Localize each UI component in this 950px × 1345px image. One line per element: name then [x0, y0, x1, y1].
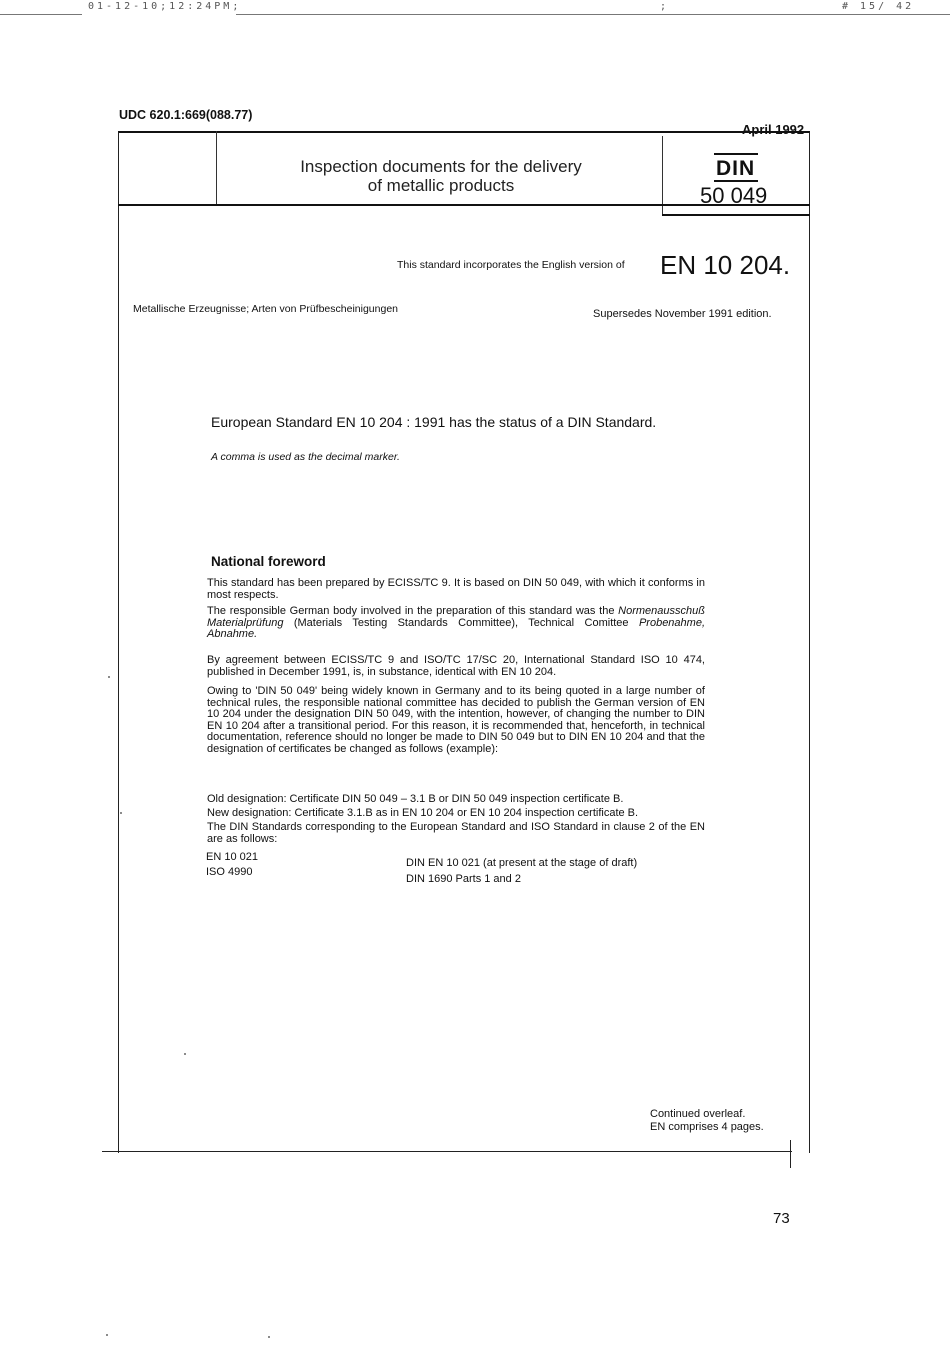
foreword-heading: National foreword	[211, 554, 326, 569]
din-overline	[714, 153, 758, 155]
fax-separator: ;	[660, 1, 670, 12]
fax-rule-left	[0, 14, 82, 15]
decimal-marker-note: A comma is used as the decimal marker.	[211, 451, 400, 463]
scan-speck	[106, 1334, 108, 1336]
en-standard-number: EN 10 204.	[660, 250, 791, 280]
fax-page-marker: # 15/ 42	[842, 1, 915, 12]
foreword-paragraph-5: Old designation: Certificate DIN 50 049 – 3.1 B or DIN 50 049 inspection certificate B.	[207, 793, 624, 805]
foreword-paragraph-2	[207, 606, 705, 641]
din-underline	[714, 180, 758, 182]
foreword-paragraph-6: New designation: Certificate 3.1.B as in EN 10 204 or EN 10 204 inspection certificate B.	[207, 807, 639, 819]
page-number: 73	[773, 1210, 790, 1227]
status-statement: European Standard EN 10 204 : 1991 has the status of a DIN Standard.	[211, 414, 657, 430]
table-row-2-standard: ISO 4990	[206, 866, 253, 878]
scan-speck	[108, 676, 110, 678]
udc-code: UDC 620.1:669(088.77)	[119, 108, 253, 122]
din-standard-number: 50 049	[700, 183, 768, 208]
incorporates-note: This standard incorporates the English version of	[397, 259, 625, 271]
foreword-paragraph-1: This standard has been prepared by ECISS/TC 9. It is based on DIN 50 049, with which it conforms in most respects.	[207, 577, 705, 601]
p2-committee-name: Normenausschuß Materialprüfung	[207, 605, 705, 629]
title-line-1: Inspection documents for the delivery	[300, 157, 582, 176]
document-title	[226, 157, 656, 195]
table-row-1-standard: EN 10 021	[206, 851, 258, 863]
p2-technical-committee: Probenahme, Abnahme.	[207, 616, 705, 640]
continued-overleaf: Continued overleaf.	[650, 1108, 746, 1120]
p2-part-a: The responsible German body involved in the preparation of this standard was the	[207, 605, 619, 617]
scan-speck	[120, 812, 122, 814]
foreword-paragraph-7: The DIN Standards corresponding to the European Standard and ISO Standard in clause 2 of the EN are as follows:	[207, 821, 705, 845]
header-din-bottom-rule	[662, 214, 810, 216]
german-title: Metallische Erzeugnisse; Arten von Prüfbescheinigungen	[133, 303, 398, 315]
scan-speck	[268, 1336, 270, 1338]
scan-speck	[184, 1053, 186, 1055]
table-row-1-din: DIN EN 10 021 (at present at the stage of draft)	[406, 857, 638, 869]
continuation-note	[650, 1108, 764, 1134]
publication-date: April 1992	[742, 122, 805, 137]
frame-right-tail	[790, 1140, 791, 1168]
table-row-2-din: DIN 1690 Parts 1 and 2	[406, 873, 521, 885]
p2-part-c: (Materials Testing Standards Committee), Technical Comittee	[283, 616, 639, 629]
foreword-paragraph-4: Owing to 'DIN 50 049' being widely known in Germany and to its being quoted in a large number of technical rules, the responsible national committee has decided to publish the German version of EN 10 204 under the designation DIN 50 049, with the intention, however, of changing the number to DIN EN 10 204 after a transitional period. For this reason, it is recommended that, henceforth, in technical documentation, reference should no longer be made to DIN 50 049 but to DIN EN 10 204 and that the designation of certificates be changed as follows (example):	[207, 685, 705, 755]
header-divider-right	[662, 136, 663, 214]
fax-header	[0, 0, 950, 20]
din-logo-text: DIN	[716, 157, 756, 180]
title-line-2: of metallic products	[367, 176, 515, 195]
header-divider-left	[216, 131, 217, 205]
fax-timestamp: 01-12-10;12:24PM;	[88, 1, 242, 12]
foreword-paragraph-3: By agreement between ECISS/TC 9 and ISO/TC 17/SC 20, International Standard ISO 10 474, published in December 1991, is, in substance, identical with EN 10 204.	[207, 654, 705, 678]
fax-rule-right	[236, 14, 950, 15]
document-frame	[118, 131, 810, 1153]
supersedes-note: Supersedes November 1991 edition.	[593, 308, 772, 320]
frame-bottom-rule	[102, 1151, 792, 1152]
en-page-count: EN comprises 4 pages.	[650, 1121, 764, 1133]
